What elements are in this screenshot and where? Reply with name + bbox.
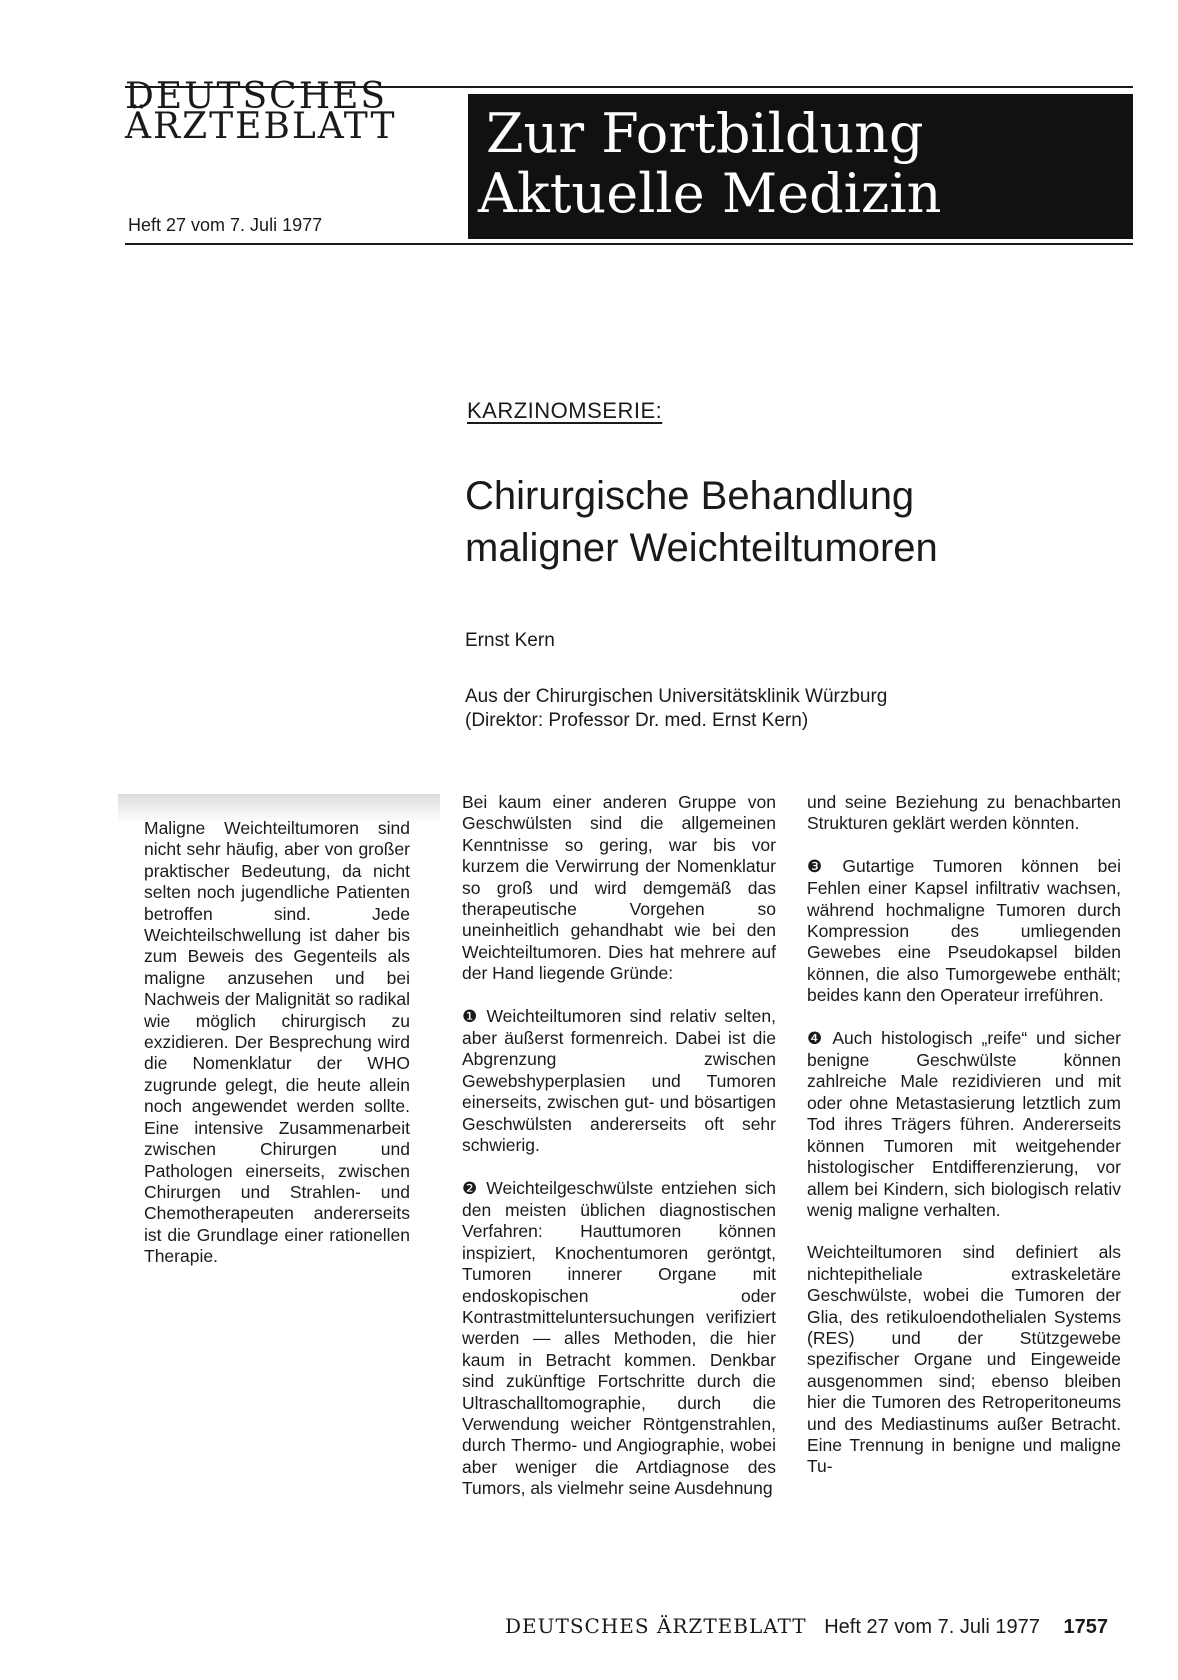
point-3 bbox=[807, 856, 1121, 1007]
footer-masthead: DEUTSCHES ÄRZTEBLATT bbox=[505, 1614, 807, 1638]
intro-paragraph: Bei kaum einer anderen Gruppe von Geschwülsten sind die allgemeinen Kenntnisse so gering, war bis vor kurzem die Verwirrung der Nomenklatur so groß und wird demgemäß das therapeutische Vorgehen so uneinheitlich gehandhabt wie bei den Weichteiltumoren. Dies hat mehrere auf der Hand liegende Gründe: bbox=[462, 792, 776, 984]
point-2-text: Weichteilgeschwülste entziehen sich den meisten üblichen diagnostischen Verfahren: Hauttumoren können inspiziert, Knochentumoren geröntgt, Tumoren innerer Organe mit endoskopischen oder Kontrastmitteluntersuchungen verifiziert werden — alles Methoden, die hier kaum in Betracht kommen. Denkbar sind zukünftige Fortschritte durch die Ultraschalltomographie, durch die Verwendung weicher Röntgenstrahlen, durch Thermo- und Angiographie, wobei aber weniger die Artdiagnose des Tumors, als vielmehr seine Ausdehnung bbox=[462, 1177, 777, 1499]
number-3-icon: ❸ bbox=[807, 856, 837, 877]
title-line-1: Chirurgische Behandlung bbox=[465, 474, 915, 518]
page-footer bbox=[505, 1614, 1108, 1639]
banner-line-2: Aktuelle Medizin bbox=[478, 162, 942, 225]
body-column-2 bbox=[807, 792, 1121, 1499]
body-column-1 bbox=[462, 792, 776, 1521]
footer-issue: Heft 27 vom 7. Juli 1977 bbox=[824, 1616, 1040, 1638]
affiliation-line-2: (Direktor: Professor Dr. med. Ernst Kern) bbox=[465, 710, 809, 731]
masthead-line-1: DEUTSCHES bbox=[125, 76, 388, 117]
point-4 bbox=[807, 1028, 1121, 1222]
point-1-text: Weichteiltumoren sind relativ selten, aber äußerst formenreich. Dabei ist die Abgrenzung zwischen Gewebshyperplasien und Tumoren einerseits, zwischen gut- und bösartigen Geschwülsten andererseits oft sehr schwierig. bbox=[462, 1005, 776, 1156]
banner-line-1: Zur Fortbildung bbox=[486, 102, 924, 165]
number-4-icon: ❹ bbox=[807, 1028, 827, 1049]
series-label: KARZINOMSERIE: bbox=[467, 398, 663, 423]
point-3-text: Gutartige Tumoren können bei Fehlen einer Kapsel infiltrativ wachsen, während hochmaligne Tumoren durch Kompression des umliegenden Gewebes eine Pseudokapsel bilden können, die also Tumorgewebe enthält; beides kann den Operateur irreführen. bbox=[807, 855, 1121, 1006]
point-4-text: Auch histologisch „reife“ und sicher benigne Geschwülste können zahlreiche Male rezidivieren und mit oder ohne Metastasierung letztlich zum Tod ihres Trägers führen. Andererseits können Tumoren mit weitgehender histologischer Entdifferenzierung, vor allem bei Kindern, sich biologisch relativ wenig maligne verhalten. bbox=[807, 1027, 1121, 1220]
point-2-continued: und seine Beziehung zu benachbarten Strukturen geklärt werden könnten. bbox=[807, 792, 1121, 834]
section-banner bbox=[468, 94, 1133, 239]
masthead bbox=[125, 76, 465, 147]
title-line-2: maligner Weichteiltumoren bbox=[465, 526, 938, 570]
number-1-icon: ❶ bbox=[462, 1006, 481, 1027]
author: Ernst Kern bbox=[465, 630, 555, 651]
page-number: 1757 bbox=[1063, 1616, 1108, 1638]
point-1 bbox=[462, 1006, 776, 1157]
article-title bbox=[465, 470, 1115, 574]
masthead-line-2: ÄRZTEBLATT bbox=[125, 106, 397, 147]
issue-date: Heft 27 vom 7. Juli 1977 bbox=[128, 215, 323, 235]
abstract-paragraph: Maligne Weichteiltumoren sind nicht sehr häufig, aber von großer praktischer Bedeutung, da nicht selten noch jugendliche Patienten betroffen sind. Jede Weichteilschwellung ist daher bis zum Beweis des Gegenteils als maligne anzusehen und bei Nachweis der Malignität so radikal wie möglich chirurgisch zu exzidieren. Der Besprechung wird die Nomenklatur der WHO zugrunde gelegt, die heute allein noch angewendet werden sollte. Eine intensive Zusammenarbeit zwischen Chirurgen und Pathologen einerseits, zwischen Chirurgen und Strahlen- und Chemotherapeuten andererseits ist die Grundlage einer rationellen Therapie. bbox=[144, 818, 410, 1267]
affiliation bbox=[465, 685, 887, 733]
definition-paragraph: Weichteiltumoren sind definiert als nichtepitheliale extraskeletäre Geschwülste, wobei die Tumoren der Glia, des retikuloendothelialen Systems (RES) und der Stützgewebe spezifischer Organe und Eingeweide ausgenommen sind; ebenso bleiben hier die Tumoren des Retroperitoneums und des Mediastinums außer Betracht. Eine Trennung in benigne und maligne Tu- bbox=[807, 1242, 1121, 1477]
affiliation-line-1: Aus der Chirurgischen Universitätsklinik Würzburg bbox=[465, 686, 888, 707]
number-2-icon: ❷ bbox=[462, 1178, 481, 1199]
point-2 bbox=[462, 1178, 776, 1500]
header-bottom-rule bbox=[125, 243, 1133, 245]
abstract-text bbox=[144, 818, 410, 1289]
